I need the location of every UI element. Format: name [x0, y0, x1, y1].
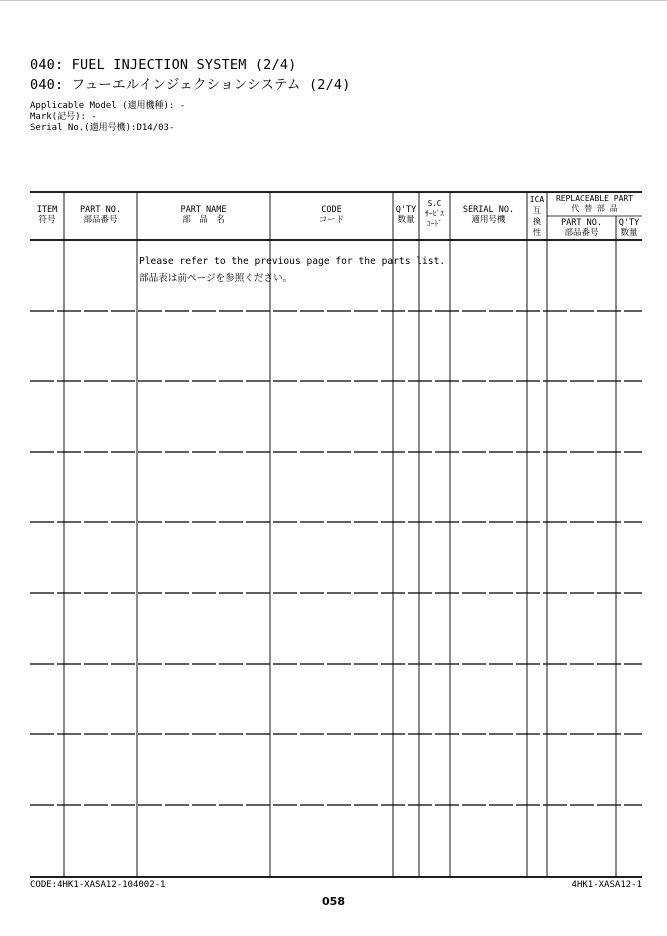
header-serial-no: SERIAL NO. 適用号機 — [462, 205, 515, 225]
serial-no-field: Serial No.(適用号機):D14/03- — [30, 123, 175, 133]
header-qty: Q'TY 数量 — [395, 205, 417, 225]
header-interchangeability: ICA 互 換 性 — [529, 195, 545, 237]
mark-field: Mark(記号): - — [30, 112, 97, 122]
header-replaceable-qty: Q'TY 数量 — [618, 218, 640, 238]
header-replaceable-part: REPLACEABLE PART 代 替 部 品 — [555, 194, 634, 213]
applicable-model: Applicable Model (適用機種): - — [30, 101, 186, 111]
header-replaceable-part-no: PART NO. 部品番号 — [561, 218, 602, 238]
footer-code: CODE:4HK1-XASA12-104002-1 — [30, 880, 166, 890]
page-number: 058 — [322, 895, 345, 908]
refer-note-jp: 部品表は前ページを参照ください。 — [139, 273, 293, 284]
header-code: CODE コード — [318, 205, 345, 225]
footer-model: 4HK1-XASA12-1 — [571, 880, 642, 890]
page-title-en: 040: FUEL INJECTION SYSTEM (2/4) — [30, 57, 297, 73]
refer-note-en: Please refer to the previous page for the parts list. — [139, 256, 446, 267]
header-part-name: PART NAME 部 品 名 — [180, 205, 227, 225]
header-part-no: PART NO. 部品番号 — [80, 205, 121, 225]
page-title-jp: 040: フューエルインジェクションシステム (2/4) — [30, 77, 351, 93]
header-item: ITEM 符号 — [36, 205, 58, 225]
header-service-code: S.C ｻｰﾋﾞｽ ｺｰﾄﾞ — [425, 199, 444, 228]
